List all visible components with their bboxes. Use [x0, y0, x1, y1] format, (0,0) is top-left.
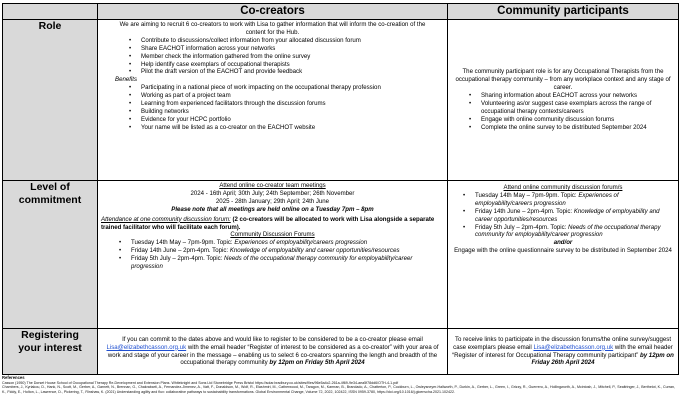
forum-topic: Knowledge of employability and career opportunities/resources	[475, 207, 660, 223]
reference-item: Casson (1950) The Dorset House School of Occupational Therapy Re-Development and Extension Plans. Whiteknight and Sons Ltd Stonebridge Press Bristol https://solar.bradbury.co.uk/sites/files/96e5a4c2-261a-4f69-9e34-aea5f78dd6/OTH-4-1.pdf	[2, 380, 399, 385]
register-co-text-a: If you can commit to the dates above and would like to register to be considered to be a co-creator please email	[122, 335, 423, 343]
commitment-cocreator-cell	[98, 181, 448, 329]
list-item: • Volunteering as/or suggest case exemplars across the range of occupational therapy contexts/careers	[481, 100, 675, 116]
header-cocreators: Co-creators	[98, 4, 448, 20]
list-item: • Working as part of a project team	[141, 92, 444, 100]
list-item: • Sharing information about EACHOT across your networks	[481, 92, 675, 100]
email-link[interactable]: Lisa@elizabethcasson.org.uk	[106, 343, 187, 351]
role-cp-bullets	[451, 92, 675, 132]
cp-forums-title: Attend online community discussion forum/s	[503, 184, 623, 191]
list-item	[131, 255, 444, 271]
forum-topic: Experiences of employability/careers progression	[475, 191, 619, 207]
role-cp-intro: The community participant role is for any Occupational Therapists from the occupational therapy community – from any workplace context and any stage of career.	[455, 68, 671, 92]
forum-date: Friday 14th June – 2pm-4pm. Topic:	[131, 247, 229, 255]
list-item: • Contribute to discussions/collect information from your allocated discussion forum	[141, 37, 444, 45]
register-co-text-b: with the email header “Register of interest to be considered as a co-creator” with your area of work and stage of your career in the message – enabling us to select 6 co-creators spanning the length and breadth of the occupational therapy community	[107, 343, 439, 367]
register-co-deadline: by 12pm on Friday 5th April 2024	[269, 359, 365, 367]
cp-survey: Engage with the online questionnaire survey to be distributed in September 2024	[454, 247, 672, 255]
list-item	[475, 208, 675, 224]
forum-date: Friday 5th July – 2pm-4pm. Topic:	[475, 223, 567, 231]
cp-andor: and/or	[553, 239, 573, 247]
register-label-line2: your interest	[18, 342, 82, 354]
list-item: • Participating in a national piece of work impacting on the occupational therapy profession	[141, 84, 444, 92]
forum-topic: Knowledge of employability and career opportunities/resources	[229, 247, 400, 255]
forum-topic: Needs of the occupational therapy community for employability/career progression	[131, 255, 413, 271]
list-item: • Help identify case exemplars of occupational therapists	[141, 61, 444, 69]
register-label-line1: Registering	[21, 329, 79, 341]
corner-cell	[3, 4, 98, 20]
role-co-bullets	[101, 37, 444, 77]
forum-date: Friday 5th July – 2pm-4pm. Topic:	[131, 255, 223, 263]
register-cocreator-cell	[98, 329, 448, 375]
co-forums-title: Community Discussion Forums	[230, 231, 315, 239]
list-item	[475, 224, 675, 240]
list-item: • Evidence for your HCPC portfolio	[141, 116, 444, 124]
co-forum-lead-bold: (2 co-creators will be allocated to work with Lisa alongside a separate trained facilitator who will facilitate each forum).	[101, 215, 435, 231]
list-item: • Learning from experienced facilitators through the discussion forums	[141, 100, 444, 108]
forum-date: Friday 14th June – 2pm-4pm. Topic:	[475, 207, 573, 215]
page	[2, 3, 678, 394]
register-label	[3, 329, 98, 375]
register-community-cell	[448, 329, 679, 375]
role-community-cell	[448, 20, 679, 181]
forum-topic: Experiences of employability/careers progression	[234, 239, 368, 247]
role-co-intro: We are aiming to recruit 6 co-creators to work with Lisa to gather information that will inform the co-creation of the content for the Hub.	[119, 21, 426, 36]
reference-item: Chambers, J., Kyriakou, D., Hank, N., Scott, M., Gerber, A., Garnett, N., Brennan, G., Chakrabarti, A., Fernandez-Jimenez, A., Vatt, F., Donaldson, M., Wolf, R., Elashmiri, M., Catherwood, M., Taragon, M., Kamran, B., Brandado, A., Chatterton, P., Cockburn, L., Owleysneyer-Hallworth, P., Durkin, A., Gerber, L., Green, I., Grizzy, R., Guerrero, A., Hollingworth, A., Mcintosh, J., Mitchell, P., Sealtringer, J., Berthelot, K., Curran, K., Fiddy, E., Holton, L., Lawrence, D., Pickering, T., Rinshaw, K. (2021) Understanding agility and flux: collaborative pathways to sustainability transformations. Global Environmental Change, Volume 72, 2022, 102422, ISSN 0959-3780, https://doi.org/10.1016/j.gloenvcha.2021.102422.	[2, 385, 676, 394]
list-item: • Your name will be listed as a co-creator on the EACHOT website	[141, 124, 444, 132]
co-meetings-note: Please note that all meetings are held online on a Tuesday 7pm – 8pm	[171, 205, 374, 213]
info-table	[2, 3, 679, 375]
co-meetings-title: Attend online co-creator team meetings	[219, 182, 326, 189]
role-label: Role	[3, 20, 98, 181]
list-item: • Engage with online community discussion forums	[481, 116, 675, 124]
list-item: • Member check the information gathered from the online survey	[141, 53, 444, 61]
list-item: • Complete the online survey to be distributed September 2024	[481, 124, 675, 132]
register-cp-text-b: with the email header “Register of interest for Occupational Therapy community participant”	[452, 343, 673, 359]
forum-date: Tuesday 14th May – 7pm-9pm. Topic:	[131, 239, 233, 247]
commitment-label-line1: Level of	[30, 181, 70, 193]
register-row	[3, 329, 679, 375]
forum-topic: Needs of the occupational therapy community for employability/career progression	[475, 223, 661, 239]
list-item: • Building networks	[141, 108, 444, 116]
commitment-label-line2: commitment	[18, 194, 82, 206]
cp-forum-list	[451, 192, 675, 239]
co-forum-lead-underlined: Attendance at one community discussion forum:	[101, 215, 231, 223]
email-link[interactable]: Lisa@elizabethcasson.org.uk	[533, 343, 614, 351]
list-item	[475, 192, 675, 208]
co-forum-list	[101, 239, 444, 271]
register-cp-deadline: by 12pm on Friday 26th April 2024	[531, 351, 674, 367]
list-item	[131, 239, 444, 247]
commitment-label	[3, 181, 98, 329]
list-item: • Pilot the draft version of the EACHOT and provide feedback	[141, 68, 444, 76]
list-item: • Share EACHOT information across your networks	[141, 45, 444, 53]
header-community: Community participants	[448, 4, 679, 20]
header-row	[3, 4, 679, 20]
references	[2, 376, 678, 394]
commitment-community-cell	[448, 181, 679, 329]
co-meetings-2025: 2025 - 28th January; 29th April; 24th June	[215, 197, 330, 205]
role-cocreator-cell	[98, 20, 448, 181]
forum-date: Tuesday 14th May – 7pm-9pm. Topic:	[475, 191, 577, 199]
co-meetings-2024: 2024 - 16th April; 30th July; 24th September; 26th November	[190, 189, 355, 197]
benefit-bullets	[101, 84, 444, 131]
register-cp-text-a: To receive links to participate in the discussion forums/the online survey/suggest case exemplars please email	[453, 335, 672, 351]
co-forum-lead	[101, 216, 444, 232]
list-item	[131, 247, 444, 255]
role-row	[3, 20, 679, 181]
commitment-row	[3, 181, 679, 329]
benefits-label: Benefits	[115, 76, 138, 84]
references-title: References	[2, 375, 25, 380]
